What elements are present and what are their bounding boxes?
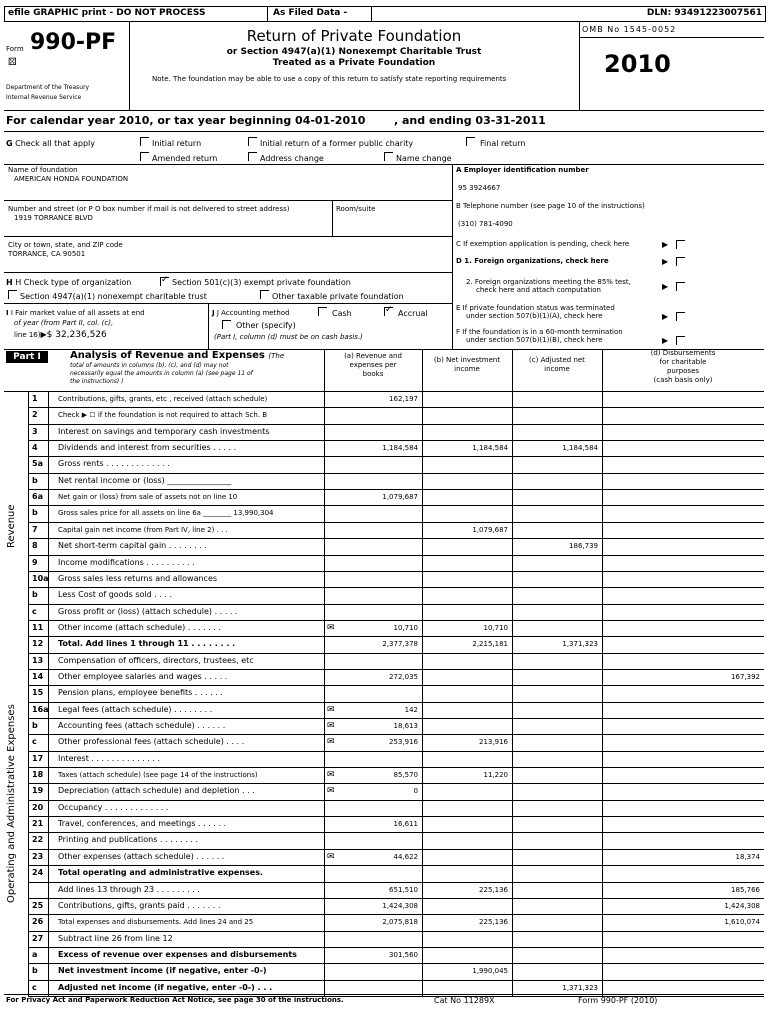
city-label: City or town, state, and ZIP code	[8, 241, 123, 249]
footer-form: Form 990-PF (2010)	[578, 996, 658, 1005]
check-all-label: G Check all that apply	[6, 139, 95, 148]
initial-former-label: Initial return of a former public charity	[260, 139, 414, 148]
tax-year-big: 2010	[604, 50, 671, 78]
table-row	[0, 391, 770, 407]
line-number: b	[32, 475, 38, 485]
tax-year-begin: For calendar year 2010, or tax year beginning 04-01-2010	[6, 114, 366, 127]
column-b-value: 225,136	[479, 885, 508, 894]
arrow-f-icon: ▶	[662, 336, 669, 345]
accrual-checkbox[interactable]	[384, 307, 393, 316]
column-a-value: 10,710	[393, 623, 418, 632]
column-d-value: 1,424,308	[724, 901, 760, 910]
table-row	[0, 865, 770, 881]
form-note: Note. The foundation may be able to use a copy of this return to satisfy state reporting requirements	[152, 75, 507, 83]
attachment-icon[interactable]: ✉	[327, 737, 335, 748]
line-label: Taxes (attach schedule) (see page 14 of the instructions)	[58, 771, 258, 780]
initial-return-label: Initial return	[152, 139, 202, 148]
table-row	[0, 555, 770, 571]
line-label: Dividends and interest from securities . . . . .	[58, 443, 237, 453]
line-number: c	[32, 606, 37, 616]
table-row	[0, 947, 770, 963]
line-label: Other professional fees (attach schedule) . . . .	[58, 737, 245, 747]
final-return-checkbox[interactable]	[466, 137, 475, 146]
line-label: Printing and publications . . . . . . . .	[58, 835, 199, 845]
ein-value: 95 3924667	[458, 184, 501, 192]
part1-desc-3: the instructions) )	[70, 378, 124, 385]
fmv-label-1: I I Fair market value of all assets at end	[6, 309, 145, 317]
line-number: 3	[32, 426, 38, 436]
line-number: 2	[32, 410, 38, 420]
line-number: 6a	[32, 492, 43, 502]
column-a-value: 2,377,378	[382, 640, 418, 649]
table-row	[0, 571, 770, 587]
column-d-value: 185,766	[731, 885, 760, 894]
foundation-name: AMERICAN HONDA FOUNDATION	[14, 175, 129, 183]
form-title: Return of Private Foundation	[246, 27, 462, 45]
column-a-header: (a) Revenue and expenses per books	[344, 352, 402, 378]
line-number: a	[32, 949, 38, 959]
top-banner	[4, 6, 766, 22]
column-a-value: 0	[413, 787, 418, 796]
ein-label: A Employer identification number	[456, 166, 589, 174]
table-row	[0, 882, 770, 898]
column-b-value: 1,990,045	[472, 967, 508, 976]
foreign-org-checkbox[interactable]	[676, 257, 685, 266]
line-label: Net investment income (if negative, enter -0-)	[58, 966, 267, 976]
line-number: b	[32, 590, 38, 600]
line-label: Subtract line 26 from line 12	[58, 933, 173, 943]
line-label: Less Cost of goods sold . . . .	[58, 590, 173, 600]
initial-return-checkbox[interactable]	[140, 137, 149, 146]
line-number: b	[32, 966, 38, 976]
column-a-value: 651,510	[389, 885, 418, 894]
tax-year-end: , and ending 03-31-2011	[394, 114, 546, 127]
fmv-label-3: line 16)▶$ 32,236,526	[14, 330, 107, 340]
line-label: Accounting fees (attach schedule) . . . . . .	[58, 721, 226, 730]
table-row	[0, 783, 770, 799]
line-label: Net rental income or (loss) ________________	[58, 475, 232, 485]
column-c-value: 1,184,584	[562, 444, 598, 453]
column-a-value: 272,035	[389, 672, 418, 681]
table-row	[0, 718, 770, 734]
line-number: 1	[32, 394, 38, 403]
line-number: 18	[32, 770, 44, 780]
line-label: Interest . . . . . . . . . . . . . .	[58, 753, 161, 763]
line-label: Occupancy . . . . . . . . . . . . .	[58, 802, 169, 812]
table-row	[0, 914, 770, 930]
line-number: 5a	[32, 459, 43, 469]
cat-number: Cat No 11289X	[434, 996, 495, 1005]
column-b-value: 1,184,584	[472, 444, 508, 453]
table-row	[0, 522, 770, 538]
table-row	[0, 620, 770, 636]
dln-label: DLN: 93491223007561	[646, 8, 762, 18]
other-taxable-label: Other taxable private foundation	[272, 292, 404, 301]
section-4947-label: Section 4947(a)(1) nonexempt charitable trust	[20, 292, 207, 301]
attachment-icon[interactable]: ✉	[327, 721, 335, 731]
phone-value: (310) 781-4090	[458, 220, 513, 228]
accrual-label: Accrual	[398, 309, 428, 318]
table-row	[0, 849, 770, 865]
sixty-month-label: F If the foundation is in a 60-month termination	[456, 328, 623, 336]
line-label: Gross rents . . . . . . . . . . . . .	[58, 459, 170, 469]
foreign-85-checkbox[interactable]	[676, 282, 685, 291]
column-a-value: 2,075,818	[382, 918, 418, 927]
line-label: Net gain or (loss) from sale of assets not on line 10	[58, 493, 238, 502]
table-row	[0, 963, 770, 979]
privacy-notice: For Privacy Act and Paperwork Reduction Act Notice, see page 30 of the instructions.	[6, 996, 344, 1004]
section-501c3-label: Section 501(c)(3) exempt private foundation	[172, 278, 351, 287]
arrow-d2-icon: ▶	[662, 282, 669, 291]
form-prefix: Form	[6, 45, 24, 53]
line-number: 17	[32, 753, 44, 763]
dept-treasury: Department of the Treasury	[6, 84, 90, 91]
line-label: Check ▶ ☐ if the foundation is not required to attach Sch. B	[58, 411, 268, 420]
foreign-org-label: D 1. Foreign organizations, check here	[456, 257, 609, 265]
city-state-zip: TORRANCE, CA 90501	[8, 250, 86, 258]
form-header	[4, 21, 764, 111]
accounting-method-label: J J Accounting method	[212, 309, 290, 317]
other-taxable-checkbox[interactable]	[260, 290, 269, 299]
line-label: Adjusted net income (if negative, enter -0-) . . .	[58, 982, 273, 992]
cash-checkbox[interactable]	[318, 307, 327, 316]
section-4947-checkbox[interactable]	[8, 290, 17, 299]
address-change-label: Address change	[260, 154, 324, 163]
foreign-85-label: 2. Foreign organizations meeting the 85% test,	[466, 278, 631, 286]
line-label: Depreciation (attach schedule) and depletion . . .	[58, 786, 255, 796]
efile-label: efile GRAPHIC print - DO NOT PROCESS	[8, 8, 206, 18]
line-label: Contributions, gifts, grants paid . . . . . . .	[58, 900, 221, 910]
table-row	[0, 473, 770, 489]
table-row	[0, 931, 770, 947]
cash-label: Cash	[332, 309, 352, 318]
column-a-value: 44,622	[393, 852, 418, 861]
line-number: b	[32, 508, 38, 518]
part1-desc-2: necessarily equal the amounts in column (a) (see page 11 of	[70, 370, 253, 377]
attachment-icon[interactable]: ✉	[327, 770, 335, 781]
line-number: 15	[32, 688, 44, 698]
line-number: 4	[32, 443, 38, 453]
line-number: 24	[32, 868, 44, 878]
amended-return-checkbox[interactable]	[140, 152, 149, 161]
line-label: Interest on savings and temporary cash investments	[58, 426, 270, 436]
column-c-header: (c) Adjusted net income	[529, 356, 585, 373]
column-a-value: 253,916	[389, 738, 418, 747]
table-row	[0, 424, 770, 440]
other-method-checkbox[interactable]	[222, 320, 231, 329]
column-a-value: 1,424,308	[382, 901, 418, 910]
line-label: Pension plans, employee benefits . . . . . .	[58, 688, 223, 698]
column-a-value: 18,613	[393, 722, 418, 730]
as-filed-label: As Filed Data -	[273, 8, 348, 18]
table-row	[0, 800, 770, 816]
line-label: Add lines 13 through 23 . . . . . . . . .	[58, 884, 200, 894]
line-label: Total. Add lines 1 through 11 . . . . . . . .	[58, 639, 236, 649]
line-label: Excess of revenue over expenses and disbursements	[58, 949, 297, 959]
street-label: Number and street (or P O box number if mail is not delivered to street address)	[8, 205, 290, 213]
line-label: Legal fees (attach schedule) . . . . . . . .	[58, 704, 213, 714]
line-number: 27	[32, 933, 44, 943]
line-number: b	[32, 721, 38, 730]
arrow-e-icon: ▶	[662, 312, 669, 321]
line-number: 23	[32, 851, 44, 861]
table-row	[0, 685, 770, 701]
sixty-month-label-2: under section 507(b)(1)(B), check here	[466, 336, 603, 344]
form-subtitle-2: Treated as a Private Foundation	[272, 58, 436, 68]
column-b-value: 213,916	[479, 738, 508, 747]
line-number: 26	[32, 917, 44, 927]
column-b-value: 2,215,181	[472, 640, 508, 649]
line-number: 19	[32, 786, 44, 796]
table-row	[0, 636, 770, 652]
final-return-label: Final return	[480, 139, 526, 148]
table-row	[0, 898, 770, 914]
column-d-value: 1,610,074	[724, 918, 760, 927]
expenses-side-label: Operating and Administrative Expenses	[6, 704, 17, 903]
exemption-pending-checkbox[interactable]	[676, 240, 685, 249]
initial-former-checkbox[interactable]	[248, 137, 257, 146]
name-change-checkbox[interactable]	[384, 152, 393, 161]
street-address: 1919 TORRANCE BLVD	[14, 214, 93, 222]
line-label: Contributions, gifts, grants, etc , received (attach schedule)	[58, 395, 268, 403]
line-number: c	[32, 737, 37, 747]
line-number: 11	[32, 622, 44, 632]
table-row	[0, 489, 770, 505]
line-number: 9	[32, 557, 38, 567]
omb-number: OMB No 1545-0052	[582, 25, 677, 34]
column-a-value: 1,184,584	[382, 444, 418, 453]
line-number: 7	[32, 524, 38, 534]
table-row	[0, 456, 770, 472]
revenue-side-label: Revenue	[6, 504, 17, 548]
line-label: Total operating and administrative expenses.	[58, 868, 263, 878]
terminated-checkbox[interactable]	[676, 312, 685, 321]
column-d-value: 18,374	[735, 852, 760, 861]
line-label: Capital gain net income (from Part IV, line 2) . . .	[58, 525, 228, 534]
table-row	[0, 538, 770, 554]
line-label: Travel, conferences, and meetings . . . . . .	[58, 819, 227, 829]
column-c-value: 1,371,323	[562, 983, 598, 992]
line-number: 20	[32, 802, 44, 812]
name-of-foundation-label: Name of foundation	[8, 166, 78, 174]
column-a-value: 16,611	[393, 820, 418, 829]
line-number: 21	[32, 819, 44, 829]
table-row	[0, 669, 770, 685]
terminated-label: E If private foundation status was terminated	[456, 304, 615, 312]
line-label: Gross sales price for all assets on line 6a ________ 13,990,304	[58, 509, 274, 518]
line-label: Compensation of officers, directors, trustees, etc	[58, 655, 254, 665]
other-method-label: Other (specify)	[236, 321, 296, 330]
column-b-header: (b) Net investment income	[433, 356, 501, 373]
line-number: 13	[32, 655, 44, 665]
column-b-value: 11,220	[483, 771, 508, 780]
table-row	[0, 751, 770, 767]
type-org-label: H H Check type of organization	[6, 278, 132, 287]
fmv-label-2: of year (from Part II, col. (c),	[14, 319, 114, 327]
line-number: c	[32, 982, 37, 992]
part1-title: Analysis of Revenue and Expenses (The	[70, 350, 285, 361]
attachment-icon[interactable]: ✉	[327, 851, 335, 862]
phone-label: B Telephone number (see page 10 of the instructions)	[456, 202, 645, 210]
column-a-value: 162,197	[389, 395, 418, 403]
column-d-value: 167,392	[731, 672, 760, 681]
line-label: Other employee salaries and wages . . . . .	[58, 671, 228, 681]
column-b-value: 1,079,687	[472, 525, 508, 534]
column-b-value: 225,136	[479, 918, 508, 927]
column-a-value: 85,570	[393, 771, 418, 780]
table-row	[0, 832, 770, 848]
amended-return-label: Amended return	[152, 154, 218, 163]
table-row	[0, 604, 770, 620]
column-a-value: 301,560	[389, 950, 418, 959]
line-label: Income modifications . . . . . . . . . .	[58, 557, 195, 567]
line-number: 16a	[32, 704, 49, 714]
arrow-c-icon: ▶	[662, 240, 669, 249]
form-subtitle-1: or Section 4947(a)(1) Nonexempt Charitable Trust	[226, 47, 482, 57]
line-number: 10a	[32, 573, 49, 583]
irs-seal-icon: ⚄	[8, 57, 17, 68]
table-row	[0, 734, 770, 750]
column-a-value: 142	[404, 705, 418, 714]
dept-irs: Internal Revenue Service	[6, 94, 82, 101]
attachment-icon[interactable]: ✉	[327, 622, 335, 633]
column-a-value: 1,079,687	[382, 493, 418, 502]
column-c-value: 186,739	[569, 542, 598, 551]
sixty-month-checkbox[interactable]	[676, 336, 685, 345]
address-change-checkbox[interactable]	[248, 152, 257, 161]
line-label: Other expenses (attach schedule) . . . . . .	[58, 851, 225, 861]
column-b-value: 10,710	[483, 623, 508, 632]
line-number: 25	[32, 900, 44, 910]
cash-basis-note: (Part I, column (d) must be on cash basis.)	[214, 333, 363, 341]
line-label: Gross profit or (loss) (attach schedule) . . . . .	[58, 606, 238, 616]
table-row	[0, 587, 770, 603]
line-number: 14	[32, 671, 44, 681]
form-number: 990-PF	[30, 30, 117, 55]
name-change-label: Name change	[396, 154, 452, 163]
line-number: 12	[32, 639, 44, 649]
part1-badge: Part I	[6, 351, 48, 363]
line-label: Gross sales less returns and allowances	[58, 573, 218, 583]
attachment-icon[interactable]: ✉	[327, 786, 335, 797]
table-row	[0, 653, 770, 669]
line-number: 8	[32, 541, 38, 551]
table-row	[0, 767, 770, 783]
section-501c3-checkbox[interactable]	[160, 277, 169, 286]
column-c-value: 1,371,323	[562, 640, 598, 649]
line-label: Net short-term capital gain . . . . . . . .	[58, 541, 207, 551]
foreign-85-label-2: check here and attach computation	[476, 286, 601, 294]
exemption-pending-label: C If exemption application is pending, check here	[456, 240, 630, 248]
line-label: Total expenses and disbursements. Add lines 24 and 25	[58, 918, 254, 927]
table-row	[0, 407, 770, 423]
room-suite-label: Room/suite	[336, 205, 376, 213]
line-number: 22	[32, 835, 44, 845]
attachment-icon[interactable]: ✉	[327, 704, 335, 715]
terminated-label-2: under section 507(b)(1)(A), check here	[466, 312, 603, 320]
table-row	[0, 816, 770, 832]
table-row	[0, 702, 770, 718]
table-row	[0, 505, 770, 521]
column-d-header: (d) Disbursements for charitable purposes (cash basis only)	[650, 349, 716, 384]
line-label: Other income (attach schedule) . . . . . . .	[58, 622, 221, 632]
arrow-d1-icon: ▶	[662, 257, 669, 266]
table-row	[0, 440, 770, 456]
part1-desc-1: total of amounts in columns (b), (c), and (d) may not	[70, 362, 229, 369]
